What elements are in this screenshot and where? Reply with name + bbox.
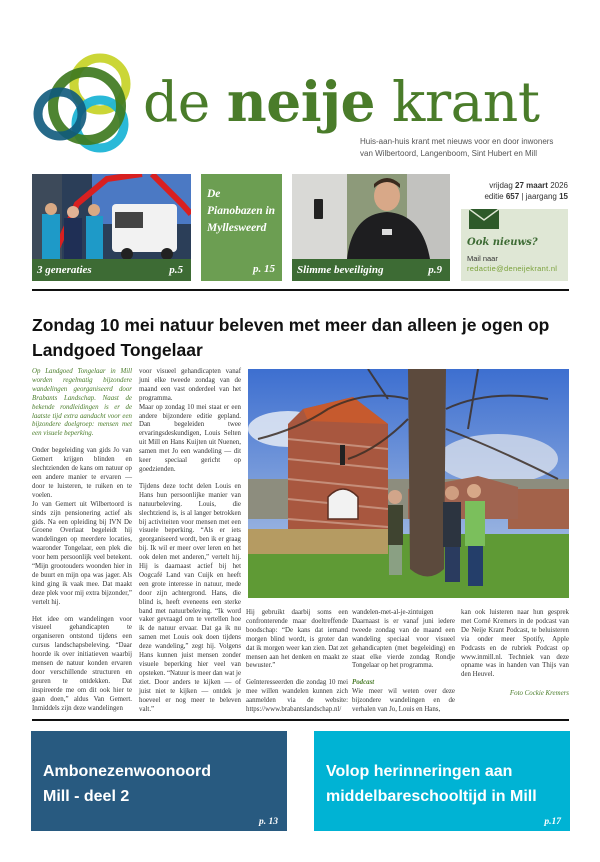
news-tip-mail [467, 254, 557, 274]
promo-page: p. 13 [259, 817, 278, 827]
promo-title-line-1: Volop herinneringen aan [326, 763, 513, 780]
edition-label: editie [484, 192, 504, 201]
divider-top [32, 289, 569, 291]
teaser-title: Slimme beveiliging [297, 264, 384, 276]
news-tip-heading: Ook nieuws? [467, 237, 538, 248]
promo-ambonezenwoonoord[interactable] [31, 731, 287, 831]
teaser-photo-crane-team [32, 174, 191, 259]
issue-year: 2026 [550, 181, 568, 190]
promo-page: p.17 [544, 817, 561, 827]
promo-title [326, 759, 537, 809]
issue-info [484, 180, 568, 202]
article-lead: Op Landgoed Tongelaar in Mill worden regelmatig bijzondere wandelingen georganiseerd door Brabants Landschap. Naast de bekende rondleidingen is er de laatste tijd extra aandacht voor een bijzondere doelgroep: mensen met een visuele beperking. [32, 368, 132, 438]
teaser-caption [32, 259, 191, 281]
issue-date [484, 180, 568, 191]
article-paragraph: Het idee om wandelingen voor visueel gehandicapten te organiseren ontstond tijdens een cursus landschapsbeleving. “Daar hoorde ik over initiatieven waarbij mensen de natuur konden ervaren door verschillende structuren en geuren te ontdekken. Dat inspireerde me om dit ook hier te gaan doen,” aldus Van Gemert. Inmiddels zijn deze wandelingen [32, 615, 132, 712]
article-paragraph: Daarnaast is er vanaf juni iedere tweede zondag van de maand een wandeling speciaal voor visueel gehandicapten (met begeleiding) en staat elke vierde zondag Rondje Tongelaar op het programma. [352, 617, 455, 670]
article-paragraph: Onder begeleiding van gids Jo van Gemert krijgen blinden en slechtzienden de kans om natuur op een andere manier te ervaren — door te luisteren, te ruiken en te voelen. [32, 447, 132, 499]
masthead-title-krant: krant [392, 70, 540, 134]
promo-title [43, 759, 211, 809]
article-headline: Zondag 10 mei natuur beleven met meer dan alleen je ogen op Landgoed Tongelaar [32, 315, 550, 360]
issue-date-value: 27 maart [515, 181, 548, 190]
promo-title-line-2: middelbareschooltijd in Mill [326, 788, 537, 805]
email-link[interactable]: redactie@deneijekrant.nl [467, 264, 558, 273]
promo-middelbareschooltijd[interactable] [314, 731, 570, 831]
promo-title-line-1: Ambonezenwoonoord [43, 763, 211, 780]
article-paragraph: Maar op zondag 10 mei staat er een andere bijzondere editie gepland. Dan begeleiden twee ervaringsdeskundigen, Louis Selten uit Mill en Hans Kuijten uit Nuenen, samen met Jo een wandeling — dit keer speciaal gericht op goedzienden. [139, 403, 241, 473]
teaser-3-generaties[interactable] [32, 174, 191, 281]
teaser-page: p.9 [428, 264, 442, 276]
article-paragraph: Jo van Gemert uit Wilbertoord is sinds zijn pensionering actief als gids. Na een opleiding bij IVN De Groene Overlaat begeleidt hij wandelingen op meerdere locaties, waaronder Tongelaar, een plek die voor hem persoonlijk veel betekent. “Mijn grootouders woonden hier in de buurt en mijn opa was jager. Als kind ging ik vaak mee. Dat maakt deze plek voor mij extra bijzonder,” vertelt hij. [32, 500, 132, 606]
tagline-line-2: van Wilbertoord, Langenboom, Sint Hubert en Mill [360, 149, 537, 158]
article-photo-landgoed-tongelaar [248, 369, 569, 598]
teaser-title: 3 generaties [37, 264, 92, 276]
teaser-pianobazen[interactable] [201, 174, 282, 281]
masthead-tagline [360, 136, 553, 160]
article-column-5 [461, 609, 569, 699]
podcast-subheading: Podcast [352, 679, 375, 687]
website-link-continued[interactable]: wandelen-met-al-je-zintuigen [352, 609, 434, 616]
issue-edition [484, 191, 568, 202]
photo-credit: Foto Cockie Kremers [509, 690, 569, 698]
article-column-2 [139, 368, 241, 714]
volume-number: 15 [559, 192, 568, 201]
logo-rings-icon [30, 44, 145, 162]
masthead-title [143, 69, 540, 134]
mail-label: Mail naar [467, 254, 498, 263]
issue-date-prefix: vrijdag [489, 181, 513, 190]
article-paragraph: Tijdens deze tocht delen Louis en Hans hun persoonlijke manier van natuurbeleving. Louis, die slechtziend is, is al langer betrokken bij activiteiten voor mensen met een visuele beperking. “Als er iets georganiseerd wordt, ben ik er graag bij. Ik wil er meer over leren en het ook delen met anderen,” vertelt hij. Hij is daarnaast actief bij het Oogcafé Land van Cuijk en heeft een grote interesse in natuur, mede door zijn achtergrond. Hans, die blind is, heeft eveneens een sterke band met natuurbeleving. “Ik word vaker gevraagd om te vertellen hoe ik de natuur ervaar. Dat ga ik nu samen met Louis ook doen tijdens deze wandeling,” zegt hij. Volgens Hans kunnen juist mensen zonder visuele beperking hier veel van opsteken. “Natuur is meer dan wat je ziet. Door anders te kijken — of juist niet te kijken — ontdek je hoeveel er nog meer te beleven valt.” [139, 482, 241, 713]
promo-title-line-2: Mill - deel 2 [43, 788, 130, 805]
divider-bottom [32, 719, 569, 721]
masthead-title-de: de [143, 70, 210, 134]
teaser-page: p. 15 [253, 263, 275, 275]
article-column-1 [32, 368, 132, 714]
news-tip-box [461, 209, 568, 281]
teaser-page: p.5 [169, 264, 183, 276]
article-paragraph: Wie meer wil weten over deze bijzondere wandelingen en de verhalen van Jo, Louis en Hans, [352, 688, 455, 714]
tagline-line-1: Huis-aan-huis krant met nieuws voor en door inwoners [360, 137, 554, 146]
masthead-title-neije: neije [226, 69, 376, 134]
article-paragraph: kan ook luisteren naar hun gesprek met Corné Kremers in de podcast van De Neije Krant Podcast, te beluisteren via onder meer Spotify, Apple Podcasts en de rubriek Podcast op www.inmill.nl. Techniek van deze opname was in handen van Thijs van den Heuvel. [461, 609, 569, 679]
teaser-caption [292, 259, 450, 281]
article-paragraph: Hij gebruikt daarbij soms een confronterende maar doeltreffende boodschap: “De kans dat iemand morgen blind wordt, is groter dan dat ik morgen weer kan zien. Dat zet mensen aan het denken en maakt ze bewuster.” [246, 609, 348, 670]
edition-separator: | [521, 192, 524, 201]
teaser-photo-security-man [292, 174, 450, 259]
teaser-title: De Pianobazen in Myllesweerd [207, 188, 276, 234]
envelope-icon [469, 209, 499, 229]
edition-number: 657 [505, 192, 520, 201]
volume-label: jaargang [525, 192, 557, 201]
article-paragraph: Geïnteresseerden die zondag 10 mei mee willen wandelen kunnen zich aanmelden via de website: https://www.brabantslandschap.nl/ [246, 679, 348, 714]
article-column-4 [352, 609, 455, 715]
teaser-slimme-beveiliging[interactable] [292, 174, 450, 281]
article-paragraph: voor visueel gehandicapten vanaf juni elke tweede zondag van de maand een vast onderdeel van het programma. [139, 368, 241, 402]
article-column-3 [246, 609, 348, 715]
